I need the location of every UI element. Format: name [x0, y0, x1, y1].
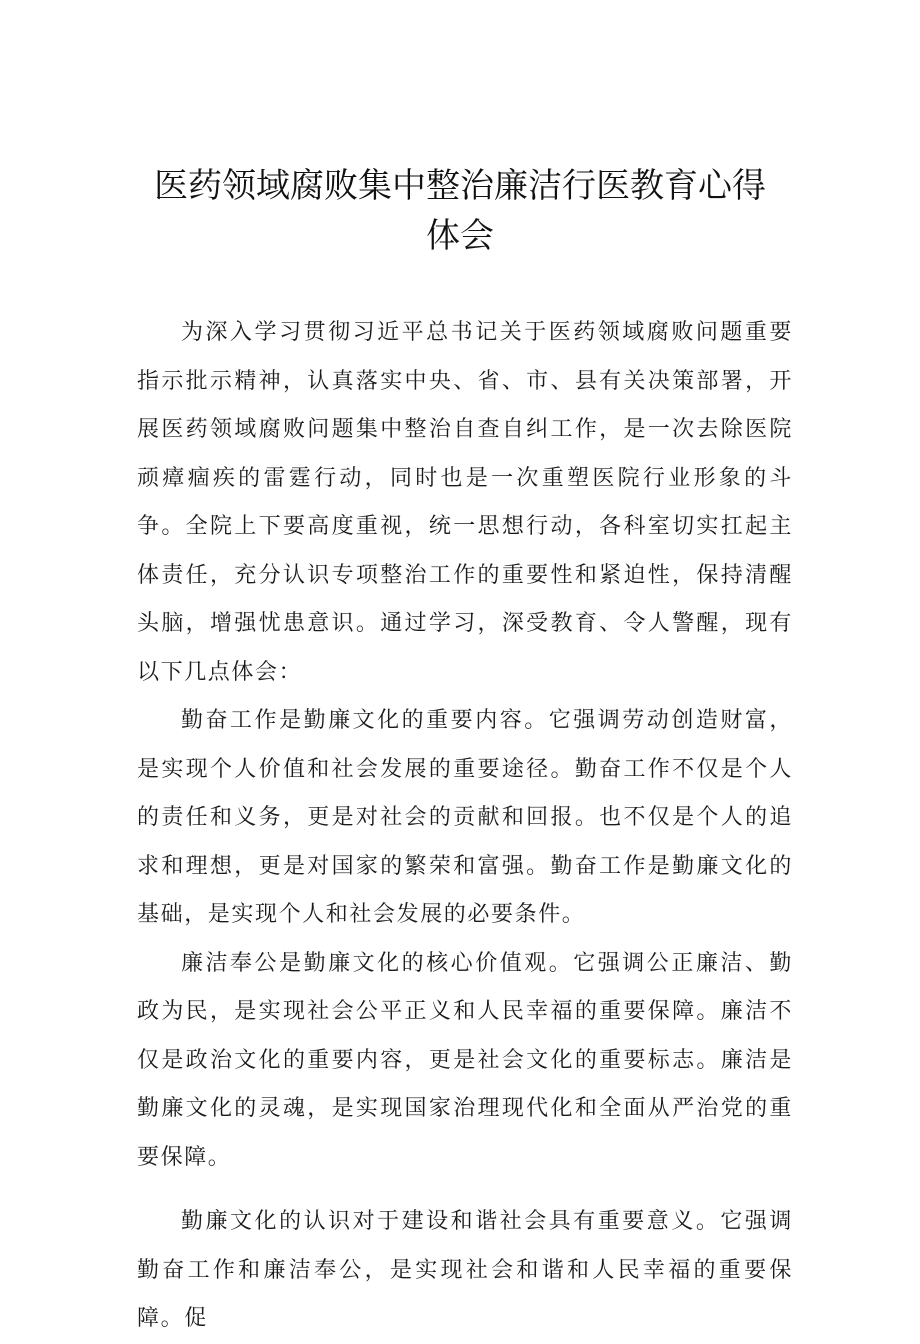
document-body	[137, 309, 793, 1344]
paragraph-diligence: 勤奋工作是勤廉文化的重要内容。它强调劳动创造财富，是实现个人价值和社会发展的重要途径。勤奋工作不仅是个人的责任和义务，更是对社会的贡献和回报。也不仅是个人的追求和理想，更是对国家的繁荣和富强。勤奋工作是勤廉文化的基础，是实现个人和社会发展的必要条件。	[137, 708, 793, 927]
title-line-1: 医药领域腐败集中整治廉洁行医教育心得	[154, 166, 766, 206]
paragraph-intro: 为深入学习贯彻习近平总书记关于医药领域腐败问题重要指示批示精神，认真落实中央、省、市、县有关决策部署，开展医药领域腐败问题集中整治自查自纠工作，是一次去除医院顽瘴痼疾的雷霆行动，同时也是一次重塑医院行业形象的斗争。全院上下要高度重视，统一思想行动，各科室切实扛起主体责任，充分认识专项整治工作的重要性和紧迫性，保持清醒头脑，增强忧患意识。通过学习，深受教育、令人警醒，现有以下几点体会：	[137, 320, 793, 685]
paragraph-significance: 勤廉文化的认识对于建设和谐社会具有重要意义。它强调勤奋工作和廉洁奉公，是实现社会和谐和人民幸福的重要保障。促	[137, 1209, 793, 1331]
document-title	[130, 161, 790, 261]
paragraph-integrity: 廉洁奉公是勤廉文化的核心价值观。它强调公正廉洁、勤政为民，是实现社会公平正义和人民幸福的重要保障。廉洁不仅是政治文化的重要内容，更是社会文化的重要标志。廉洁是勤廉文化的灵魂，是实现国家治理现代化和全面从严治党的重要保障。	[137, 950, 793, 1170]
title-line-2: 体会	[426, 216, 494, 256]
